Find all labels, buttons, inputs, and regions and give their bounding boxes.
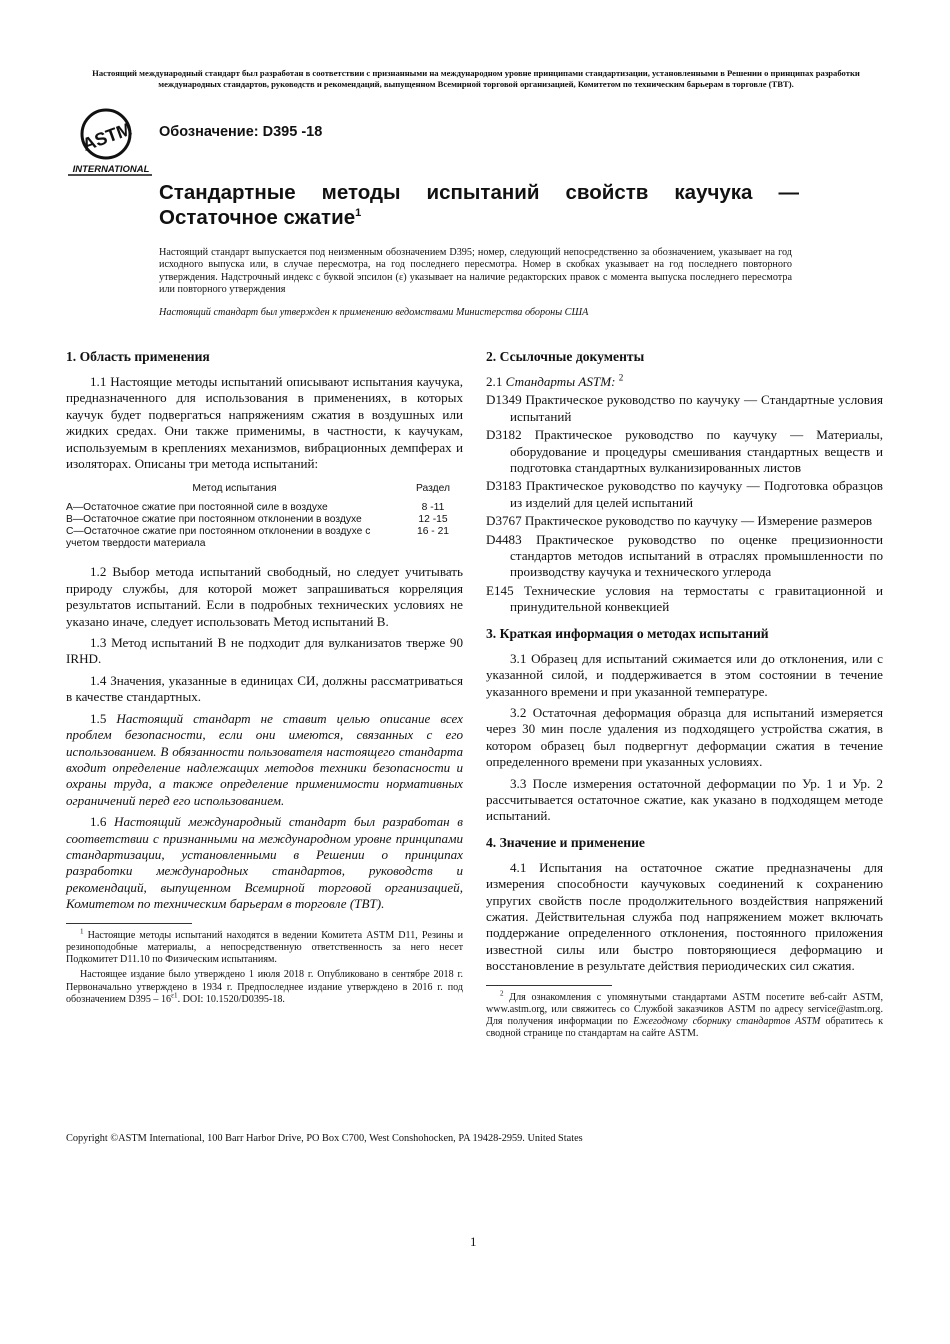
document-title (159, 180, 799, 230)
reference-d3767: D3767 Практическое руководство по каучуку — Измерение размеров (486, 513, 873, 529)
subheading-text: Стандарты ASTM: (505, 374, 616, 389)
footnote-text: Для ознакомления с упомянутыми стандартами ASTM посетите веб-сайт ASTM, www.astm.org, или свяжитесь со Службой заказчиков ASTM по адресу service@astm.org. Для получения информации по (486, 991, 883, 1028)
title-line-2: Остаточное сжатие (159, 206, 356, 229)
reference-e145: E145 Технические условия на термостаты с гравитационной и принудительной конвекцией (486, 582, 883, 615)
astm-standards-subheading (486, 374, 883, 390)
table-header-method: Метод испытания (192, 483, 277, 495)
footnote-number: 2 (500, 989, 504, 998)
paragraph-number: 2.1 (486, 374, 503, 389)
paragraph-3-2: 3.2 Остаточная деформация образца для испытаний измеряется через 30 мин после удаления из подходящего устройства сжатия, в котором образец был подвергнут деформации сжатия в течение определенного времени при указанных условиях. (486, 704, 883, 770)
method-b: B—Остаточное сжатие при постоянном отклонении в воздухе (66, 513, 362, 525)
paragraph-1-4: 1.4 Значения, указанные в единицах СИ, должны рассматриваться в качестве стандартных. (66, 672, 463, 705)
epsilon-superscript: ε1 (171, 991, 178, 1000)
copyright-line: Copyright ©ASTM International, 100 Barr Harbor Drive, PO Box C700, West Conshohocken, PA 19428-2959. United States (66, 1133, 583, 1144)
footnote-text: Настоящее издание было утверждено 1 июля 2018 г. Опубликовано в сентябре 2018 г. Первоначально утверждено в 1934 г. Предпоследнее издание утверждено в 2016 г. под обозначением D395 – 16 (66, 969, 463, 1006)
safety-statement: Настоящий стандарт не ставит целью описание всех проблем безопасности, если они имеются, связанных с его использованием. В обязанности пользователя настоящего стандарта входит определение надлежащих методов техники безопасности и охраны труда, а также определение применимости нормативных ограничений перед его использованием. (66, 710, 463, 808)
designation-preamble: Настоящий стандарт выпускается под неизменным обозначением D395; номер, следующий непосредственно за обозначением, указывает на год исходного выпуска или, в случае пересмотра, на год последнего пересмотра. Номер в скобках указывает на год последнего повторного утверждения. Надстрочный индекс с буквой эпсилон (ε) указывает на наличие редакторских правок с момента выпуска последнего пересмотра или повторного утверждения (159, 247, 792, 296)
left-column (66, 349, 463, 1009)
reference-d1349: D1349 Практическое руководство по каучуку — Стандартные условия испытаний (486, 392, 883, 424)
section-2-heading: 2. Ссылочные документы (486, 349, 645, 364)
table-row (66, 526, 463, 550)
title-line-1: Стандартные методы испытаний свойств каучука — (159, 181, 799, 204)
doi-text: . DOI: 10.1520/D0395-18. (177, 994, 285, 1006)
paragraph-number: 1.6 (90, 814, 107, 830)
reference-d3183: D3183 Практическое руководство по каучуку — Подготовка образцов из изделий для целей испытаний (486, 478, 883, 510)
paragraph-3-1: 3.1 Образец для испытаний сжимается или до отклонения, или с указанной силой, и поддерживается в этом состоянии в течение указанного времени и при указанной температуре. (486, 650, 883, 699)
annual-book-title: Ежегодному сборнику стандартов ASTM (633, 1016, 821, 1028)
section-range-a: 8 -11 (421, 501, 445, 513)
reference-d3182: D3182 Практическое руководство по каучуку — Материалы, оборудование и процедуры смешивания стандартных веществ и подготовка стандартных вулканизированных листов (486, 427, 883, 476)
footnote-number: 1 (80, 927, 84, 936)
paragraph-1-3: 1.3 Метод испытаний B не подходит для вулканизатов тверже 90 IRHD. (66, 635, 463, 667)
footnote-ref-2[interactable]: 2 (618, 372, 624, 383)
page-number: 1 (470, 1234, 477, 1249)
paragraph-1-1: 1.1 Настоящие методы испытаний описывают испытания каучука, предназначенного для использования в применениях, в которых каучук будет подвергаться напряжениям сжатия в воздушных или жидких средах. Они также применимы, в частности, к каучукам, используемым в креплениях механизмов, вибрационных демпферах и изоляторах. Описаны три метода испытаний: (66, 374, 463, 472)
footnote-2 (486, 989, 883, 1041)
footnote-1-edition (66, 969, 463, 1006)
wto-statement: Настоящий международный стандарт был разработан в соответствии с признанными на международном уровне принципами стандартизации, установленными в Решении о принципах разработки международных стандартов, руководств и рекомендаций, выпущенном Всемирной торговой организацией, Комитетом по техническим барьерам в торговле (TBT). (66, 814, 463, 912)
footnote-text: обратитесь к сводной странице по стандартам на сайте ASTM. (486, 1016, 883, 1040)
method-a: A—Остаточное сжатие при постоянной силе в воздухе (66, 501, 328, 513)
astm-logo (66, 104, 152, 178)
footnote-divider (486, 985, 612, 986)
table-row (66, 502, 463, 514)
reference-d4483: D4483 Практическое руководство по оценке прецизионности стандартов методов испытаний в отраслях промышленности по производству каучука и технического углерода (486, 531, 883, 580)
test-methods-table (66, 482, 463, 550)
svg-text:INTERNATIONAL: INTERNATIONAL (72, 164, 150, 175)
paragraph-number: 1.5 (90, 710, 107, 726)
table-row (66, 514, 463, 526)
paragraph-4-1: 4.1 Испытания на остаточное сжатие предназначены для измерения способности каучуковых соединений к сохранению упругих свойств после продолжительного воздействия напряжений сжатия. Действительная служба под напряжением может включать поддержание определенного отклонения, постоянного приложения известной силы или быстро повторяющиеся деформацию и восстановление в результате действия периодических сил сжатия. (486, 859, 883, 974)
footnote-text: Настоящие методы испытаний находятся в ведении Комитета ASTM D11, Резины и резиноподобные материалы, а непосредственную ответственность за него несет Подкомитет D11.10 по Физическим испытаниям. (66, 929, 463, 966)
international-standard-notice: Настоящий международный стандарт был разработан в соответствии с признанными на международном уровне принципами стандартизации, установленными в Решении о принципах разработки международных стандартов, руководств и рекомендаций, выпущенном Всемирной торговой организацией, Комитетом по техническим барьерам в торговле (TBT). (92, 68, 860, 89)
paragraph-1-5 (66, 711, 463, 809)
section-1-heading: 1. Область применения (66, 349, 210, 364)
paragraph-1-2: 1.2 Выбор метода испытаний свободный, но следует учитывать природу службы, для которой может запрашиваться корреляция результатов испытаний. Если в подробных технических условиях не указано иначе, следует использовать Метод испытаний B. (66, 564, 463, 629)
paragraph-1-6 (66, 814, 463, 912)
section-range-c: 16 - 21 (416, 526, 450, 538)
footnote-1 (66, 927, 463, 967)
section-4-heading: 4. Значение и применение (486, 834, 645, 850)
footnote-divider (66, 923, 192, 924)
svg-text:ASTM: ASTM (79, 118, 135, 155)
designation: Обозначение: D395 -18 (159, 124, 323, 140)
section-range-b: 12 -15 (418, 513, 448, 525)
table-header-section: Раздел (415, 483, 451, 495)
paragraph-3-3: 3.3 После измерения остаточной деформации по Ур. 1 и Ур. 2 рассчитывается остаточное сжатие, как указано в подходящем методе испытаний. (486, 775, 883, 824)
title-footnote-ref[interactable]: 1 (355, 207, 362, 220)
dod-approval-note: Настоящий стандарт был утвержден к применению ведомствами Министерства обороны США (159, 307, 589, 318)
right-column (486, 349, 883, 1044)
section-3-heading: 3. Краткая информация о методах испытаний (486, 625, 769, 641)
method-c: C—Остаточное сжатие при постоянном отклонении в воздухе с учетом твердости материала (66, 526, 371, 550)
